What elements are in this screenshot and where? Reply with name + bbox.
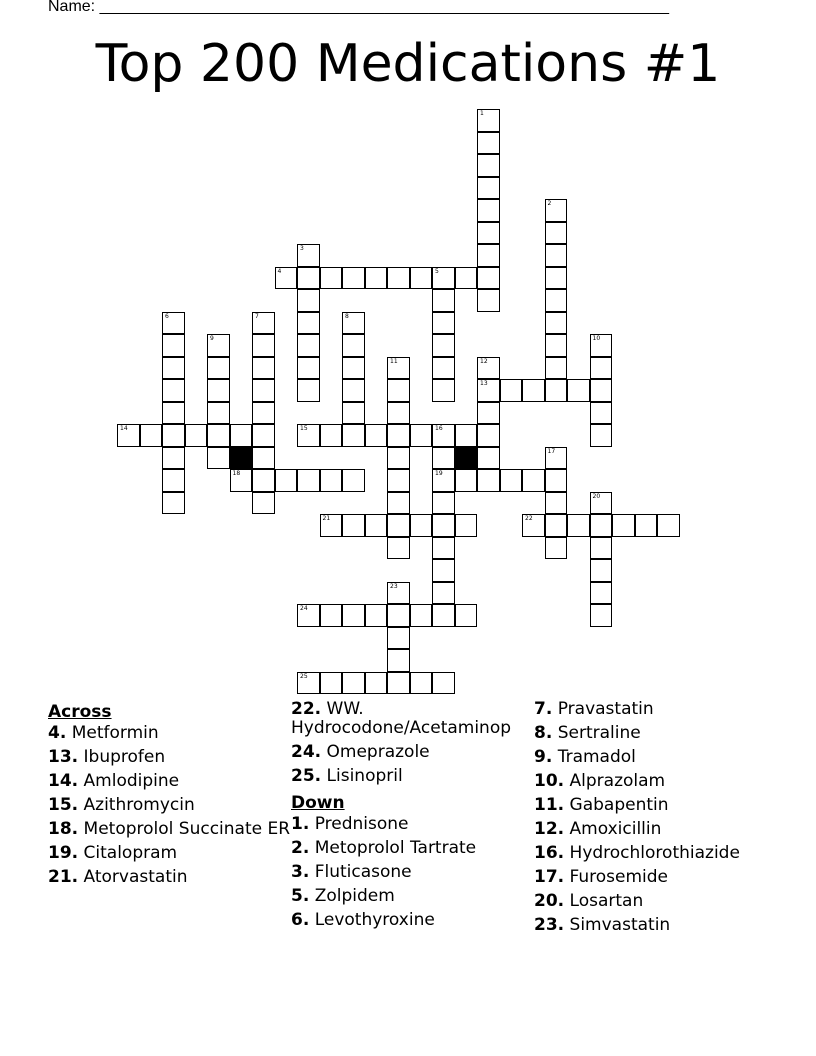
clue-item-text: Metoprolol Tartrate — [314, 838, 477, 858]
crossword-cell[interactable] — [432, 379, 455, 402]
clue-number: 6 — [165, 312, 169, 320]
crossword-cell[interactable] — [252, 447, 275, 470]
crossword-cell[interactable] — [432, 672, 455, 695]
crossword-cell[interactable] — [477, 109, 500, 132]
clue-item-text: Zolpidem — [314, 886, 395, 906]
clue-item — [48, 748, 308, 767]
clue-number: 19 — [435, 470, 443, 477]
clue-item — [534, 724, 794, 743]
crossword-cell[interactable] — [162, 424, 185, 447]
crossword-cell[interactable] — [162, 379, 185, 402]
crossword-cell[interactable] — [342, 379, 365, 402]
clue-item — [534, 700, 794, 719]
clue-item-text: Sertraline — [557, 723, 641, 743]
clue-number: 11 — [390, 357, 398, 365]
clue-item-text: Pravastatin — [557, 699, 654, 719]
crossword-cell[interactable] — [342, 357, 365, 380]
clue-section-heading: Down — [291, 793, 345, 813]
clue-item — [534, 868, 794, 887]
crossword-cell[interactable] — [387, 469, 410, 492]
clue-number: 20 — [592, 492, 601, 500]
crossword-cell[interactable] — [432, 312, 455, 335]
crossword-cell[interactable] — [387, 582, 410, 605]
crossword-cell[interactable] — [477, 424, 500, 447]
crossword-cell[interactable] — [342, 334, 365, 357]
crossword-cell[interactable] — [590, 582, 613, 605]
clue-item — [48, 820, 308, 839]
clue-section-heading: Across — [48, 702, 112, 722]
clue-item-number: 8. — [534, 723, 553, 743]
crossword-cell[interactable] — [297, 604, 320, 627]
crossword-cell[interactable] — [410, 514, 433, 537]
clue-item-text: Ibuprofen — [83, 747, 166, 767]
clue-item-text: Lisinopril — [326, 766, 403, 786]
crossword-cell[interactable] — [117, 424, 140, 447]
clue-number: 16 — [435, 425, 443, 432]
clue-number: 13 — [480, 380, 488, 387]
crossword-cell[interactable] — [545, 334, 568, 357]
crossword-cell[interactable] — [545, 289, 568, 312]
crossword-cell[interactable] — [387, 514, 410, 537]
crossword-cell[interactable] — [432, 537, 455, 560]
clue-item-text: Omeprazole — [326, 742, 430, 762]
clue-item-number: 18. — [48, 819, 79, 839]
crossword-cell[interactable] — [387, 402, 410, 425]
crossword-cell[interactable] — [387, 379, 410, 402]
black-square — [230, 447, 253, 470]
crossword-cell[interactable] — [432, 334, 455, 357]
crossword-cell[interactable] — [252, 402, 275, 425]
clue-item-number: 21. — [48, 867, 79, 887]
clue-item — [48, 724, 308, 743]
crossword-cell[interactable] — [252, 469, 275, 492]
clue-item-text: Amlodipine — [83, 771, 180, 791]
crossword-cell[interactable] — [140, 424, 163, 447]
crossword-cell[interactable] — [590, 537, 613, 560]
clue-item-number: 16. — [534, 843, 565, 863]
crossword-cell[interactable] — [365, 672, 388, 695]
crossword-cell[interactable] — [297, 334, 320, 357]
crossword-cell[interactable] — [522, 379, 545, 402]
crossword-cell[interactable] — [342, 514, 365, 537]
crossword-cell[interactable] — [387, 672, 410, 695]
crossword-cell[interactable] — [477, 267, 500, 290]
crossword-cell[interactable] — [387, 424, 410, 447]
clue-item-text: Hydrochlorothiazide — [569, 843, 740, 863]
crossword-cell[interactable] — [545, 312, 568, 335]
crossword-cell[interactable] — [410, 604, 433, 627]
black-square — [455, 447, 478, 470]
crossword-cell[interactable] — [432, 582, 455, 605]
clue-item — [534, 796, 794, 815]
crossword-cell[interactable] — [342, 672, 365, 695]
crossword-cell[interactable] — [410, 267, 433, 290]
crossword-cell[interactable] — [275, 469, 298, 492]
crossword-cell[interactable] — [522, 469, 545, 492]
crossword-cell[interactable] — [387, 537, 410, 560]
clue-item — [48, 772, 308, 791]
crossword-cell[interactable] — [252, 334, 275, 357]
clues-column-2 — [291, 700, 551, 935]
crossword-cell[interactable] — [207, 447, 230, 470]
crossword-cell[interactable] — [365, 514, 388, 537]
crossword-cell[interactable] — [545, 222, 568, 245]
crossword-cell[interactable] — [477, 199, 500, 222]
page-title: Top 200 Medications #1 — [95, 34, 721, 94]
crossword-cell[interactable] — [432, 289, 455, 312]
crossword-cell[interactable] — [207, 402, 230, 425]
clue-number: 5 — [435, 267, 439, 275]
clue-number: 14 — [120, 425, 128, 432]
clue-item-number: 24. — [291, 742, 322, 762]
crossword-cell[interactable] — [207, 379, 230, 402]
crossword-cell[interactable] — [432, 424, 455, 447]
clue-number: 24 — [300, 605, 308, 612]
crossword-cell[interactable] — [590, 492, 613, 515]
clue-item-number: 22. — [291, 699, 322, 719]
crossword-cell[interactable] — [207, 357, 230, 380]
clue-item-number: 14. — [48, 771, 79, 791]
crossword-cell[interactable] — [365, 267, 388, 290]
clue-item-number: 3. — [291, 862, 310, 882]
crossword-cell[interactable] — [545, 199, 568, 222]
crossword-cell[interactable] — [342, 469, 365, 492]
clue-item-number: 7. — [534, 699, 553, 719]
crossword-cell[interactable] — [590, 402, 613, 425]
clue-item-text: WW. Hydrocodone/Acetaminop — [291, 699, 512, 738]
clue-number: 21 — [322, 515, 331, 522]
crossword-cell[interactable] — [387, 604, 410, 627]
clue-item-number: 15. — [48, 795, 79, 815]
clue-item — [291, 700, 551, 738]
crossword-cell[interactable] — [432, 447, 455, 470]
clue-item — [291, 887, 551, 906]
crossword-cell[interactable] — [432, 267, 455, 290]
clue-item — [534, 748, 794, 767]
crossword-cell[interactable] — [342, 312, 365, 335]
crossword-cell[interactable] — [477, 132, 500, 155]
crossword-cell[interactable] — [500, 379, 523, 402]
crossword-cell[interactable] — [567, 379, 590, 402]
clue-item — [291, 839, 551, 858]
crossword-cell[interactable] — [297, 469, 320, 492]
crossword-cell[interactable] — [410, 672, 433, 695]
clue-item-number: 4. — [48, 723, 67, 743]
clue-number: 9 — [210, 335, 214, 342]
clue-item — [291, 743, 551, 762]
crossword-cell[interactable] — [252, 357, 275, 380]
crossword-cell[interactable] — [252, 424, 275, 447]
clue-item — [534, 844, 794, 863]
crossword-cell[interactable] — [387, 357, 410, 380]
crossword-cell[interactable] — [590, 604, 613, 627]
clue-number: 25 — [300, 672, 308, 680]
crossword-cell[interactable] — [612, 514, 635, 537]
clue-item-number: 25. — [291, 766, 322, 786]
crossword-cell[interactable] — [635, 514, 658, 537]
clue-number: 17 — [547, 447, 556, 455]
crossword-cell[interactable] — [275, 267, 298, 290]
crossword-cell[interactable] — [297, 289, 320, 312]
crossword-cell[interactable] — [590, 357, 613, 380]
crossword-cell[interactable] — [455, 514, 478, 537]
crossword-cell[interactable] — [410, 424, 433, 447]
crossword-cell[interactable] — [320, 424, 343, 447]
clue-item-number: 19. — [48, 843, 79, 863]
crossword-cell[interactable] — [545, 537, 568, 560]
clue-item-number: 5. — [291, 886, 310, 906]
crossword-cell[interactable] — [657, 514, 680, 537]
clue-item — [291, 911, 551, 930]
clue-item-number: 23. — [534, 915, 565, 935]
crossword-cell[interactable] — [162, 334, 185, 357]
clue-item-text: Gabapentin — [569, 795, 669, 815]
crossword-cell[interactable] — [500, 469, 523, 492]
clue-number: 3 — [300, 245, 304, 252]
crossword-cell[interactable] — [590, 334, 613, 357]
clue-item-number: 10. — [534, 771, 565, 791]
crossword-cell[interactable] — [387, 447, 410, 470]
clue-item — [534, 892, 794, 911]
clue-item — [534, 772, 794, 791]
crossword-cell[interactable] — [342, 267, 365, 290]
clue-item-number: 12. — [534, 819, 565, 839]
crossword-cell[interactable] — [477, 222, 500, 245]
crossword-cell[interactable] — [432, 357, 455, 380]
crossword-cell[interactable] — [477, 177, 500, 200]
crossword-cell[interactable] — [297, 424, 320, 447]
crossword-cell[interactable] — [545, 244, 568, 267]
crossword-cell[interactable] — [342, 604, 365, 627]
crossword-cell[interactable] — [320, 469, 343, 492]
crossword-cell[interactable] — [455, 267, 478, 290]
clue-item-text: Simvastatin — [569, 915, 671, 935]
crossword-cell[interactable] — [297, 312, 320, 335]
clue-number: 1 — [480, 110, 484, 117]
clue-item-number: 2. — [291, 838, 310, 858]
clue-item-text: Metformin — [71, 723, 159, 743]
crossword-cell[interactable] — [567, 514, 590, 537]
crossword-cell[interactable] — [545, 514, 568, 537]
crossword-cell[interactable] — [185, 424, 208, 447]
crossword-cell[interactable] — [432, 514, 455, 537]
clue-item-text: Atorvastatin — [83, 867, 188, 887]
clue-item-text: Metoprolol Succinate ER — [83, 819, 291, 839]
clue-item — [534, 820, 794, 839]
crossword-cell[interactable] — [365, 424, 388, 447]
crossword-cell[interactable] — [545, 379, 568, 402]
crossword-cell[interactable] — [432, 469, 455, 492]
clue-item-text: Levothyroxine — [314, 910, 435, 930]
crossword-cell[interactable] — [477, 244, 500, 267]
crossword-cell[interactable] — [297, 267, 320, 290]
crossword-cell[interactable] — [320, 267, 343, 290]
clue-number: 22 — [525, 515, 533, 522]
name-field-label: Name: ________________________________________________________________ — [48, 0, 670, 15]
crossword-cell[interactable] — [477, 357, 500, 380]
crossword-cell[interactable] — [230, 424, 253, 447]
clue-number: 10 — [592, 335, 601, 342]
clue-item-number: 17. — [534, 867, 565, 887]
clue-number: 8 — [345, 312, 349, 320]
clue-item — [48, 796, 308, 815]
clue-item — [291, 863, 551, 882]
clues-column-1 — [48, 700, 308, 892]
clue-item-number: 13. — [48, 747, 79, 767]
clue-item-number: 20. — [534, 891, 565, 911]
crossword-cell[interactable] — [590, 559, 613, 582]
clue-item-text: Fluticasone — [314, 862, 412, 882]
crossword-cell[interactable] — [297, 357, 320, 380]
clue-number: 4 — [277, 267, 282, 275]
clue-item-text: Amoxicillin — [569, 819, 662, 839]
crossword-cell[interactable] — [477, 379, 500, 402]
crossword-cell[interactable] — [342, 424, 365, 447]
crossword-cell[interactable] — [432, 492, 455, 515]
clue-item — [534, 916, 794, 935]
crossword-cell[interactable] — [545, 469, 568, 492]
crossword-cell[interactable] — [320, 604, 343, 627]
clue-item — [48, 844, 308, 863]
clue-item-text: Tramadol — [557, 747, 636, 767]
crossword-cell[interactable] — [252, 492, 275, 515]
clue-number: 15 — [300, 425, 308, 432]
crossword-cell[interactable] — [590, 379, 613, 402]
crossword-cell[interactable] — [162, 469, 185, 492]
clue-number: 18 — [232, 470, 241, 477]
crossword-cell[interactable] — [545, 447, 568, 470]
crossword-cell[interactable] — [522, 514, 545, 537]
crossword-cell[interactable] — [162, 402, 185, 425]
clue-item — [291, 815, 551, 834]
clue-number: 23 — [390, 582, 398, 590]
crossword-cell[interactable] — [590, 424, 613, 447]
clue-number: 12 — [480, 357, 488, 365]
crossword-cell[interactable] — [590, 514, 613, 537]
clue-number: 7 — [255, 312, 259, 320]
crossword-cell[interactable] — [297, 244, 320, 267]
crossword-cell[interactable] — [320, 672, 343, 695]
clue-item-text: Losartan — [569, 891, 644, 911]
crossword-cell[interactable] — [455, 469, 478, 492]
crossword-cell[interactable] — [387, 627, 410, 650]
crossword-cell[interactable] — [297, 672, 320, 695]
crossword-cell[interactable] — [297, 379, 320, 402]
clue-item-text: Citalopram — [83, 843, 178, 863]
crossword-cell[interactable] — [230, 469, 253, 492]
crossword-cell[interactable] — [207, 334, 230, 357]
crossword-cell[interactable] — [207, 424, 230, 447]
crossword-cell[interactable] — [365, 604, 388, 627]
crossword-cell[interactable] — [455, 424, 478, 447]
crossword-cell[interactable] — [477, 402, 500, 425]
crossword-cell[interactable] — [455, 604, 478, 627]
clue-item-text: Azithromycin — [83, 795, 195, 815]
clue-number: 2 — [547, 200, 552, 207]
crossword-cell[interactable] — [387, 649, 410, 672]
crossword-cell[interactable] — [162, 447, 185, 470]
crossword-cell[interactable] — [545, 492, 568, 515]
crossword-cell[interactable] — [252, 312, 275, 335]
crossword-cell[interactable] — [477, 469, 500, 492]
crossword-cell[interactable] — [477, 447, 500, 470]
clues-column-3 — [534, 700, 794, 940]
crossword-cell[interactable] — [387, 267, 410, 290]
crossword-cell[interactable] — [162, 312, 185, 335]
crossword-cell[interactable] — [162, 492, 185, 515]
clue-item-number: 11. — [534, 795, 565, 815]
clue-item-text: Prednisone — [314, 814, 409, 834]
crossword-cell[interactable] — [387, 492, 410, 515]
clue-item-text: Furosemide — [569, 867, 669, 887]
clue-item-number: 1. — [291, 814, 310, 834]
clue-item-number: 6. — [291, 910, 310, 930]
crossword-cell[interactable] — [477, 289, 500, 312]
clue-item — [291, 767, 551, 786]
clue-item-text: Alprazolam — [569, 771, 666, 791]
crossword-cell[interactable] — [477, 154, 500, 177]
crossword-cell[interactable] — [162, 357, 185, 380]
clue-item — [48, 868, 308, 887]
clue-item-number: 9. — [534, 747, 553, 767]
crossword-cell[interactable] — [342, 402, 365, 425]
crossword-cell[interactable] — [252, 379, 275, 402]
crossword-cell[interactable] — [320, 514, 343, 537]
crossword-cell[interactable] — [545, 267, 568, 290]
crossword-cell[interactable] — [545, 357, 568, 380]
crossword-cell[interactable] — [432, 604, 455, 627]
crossword-cell[interactable] — [432, 559, 455, 582]
